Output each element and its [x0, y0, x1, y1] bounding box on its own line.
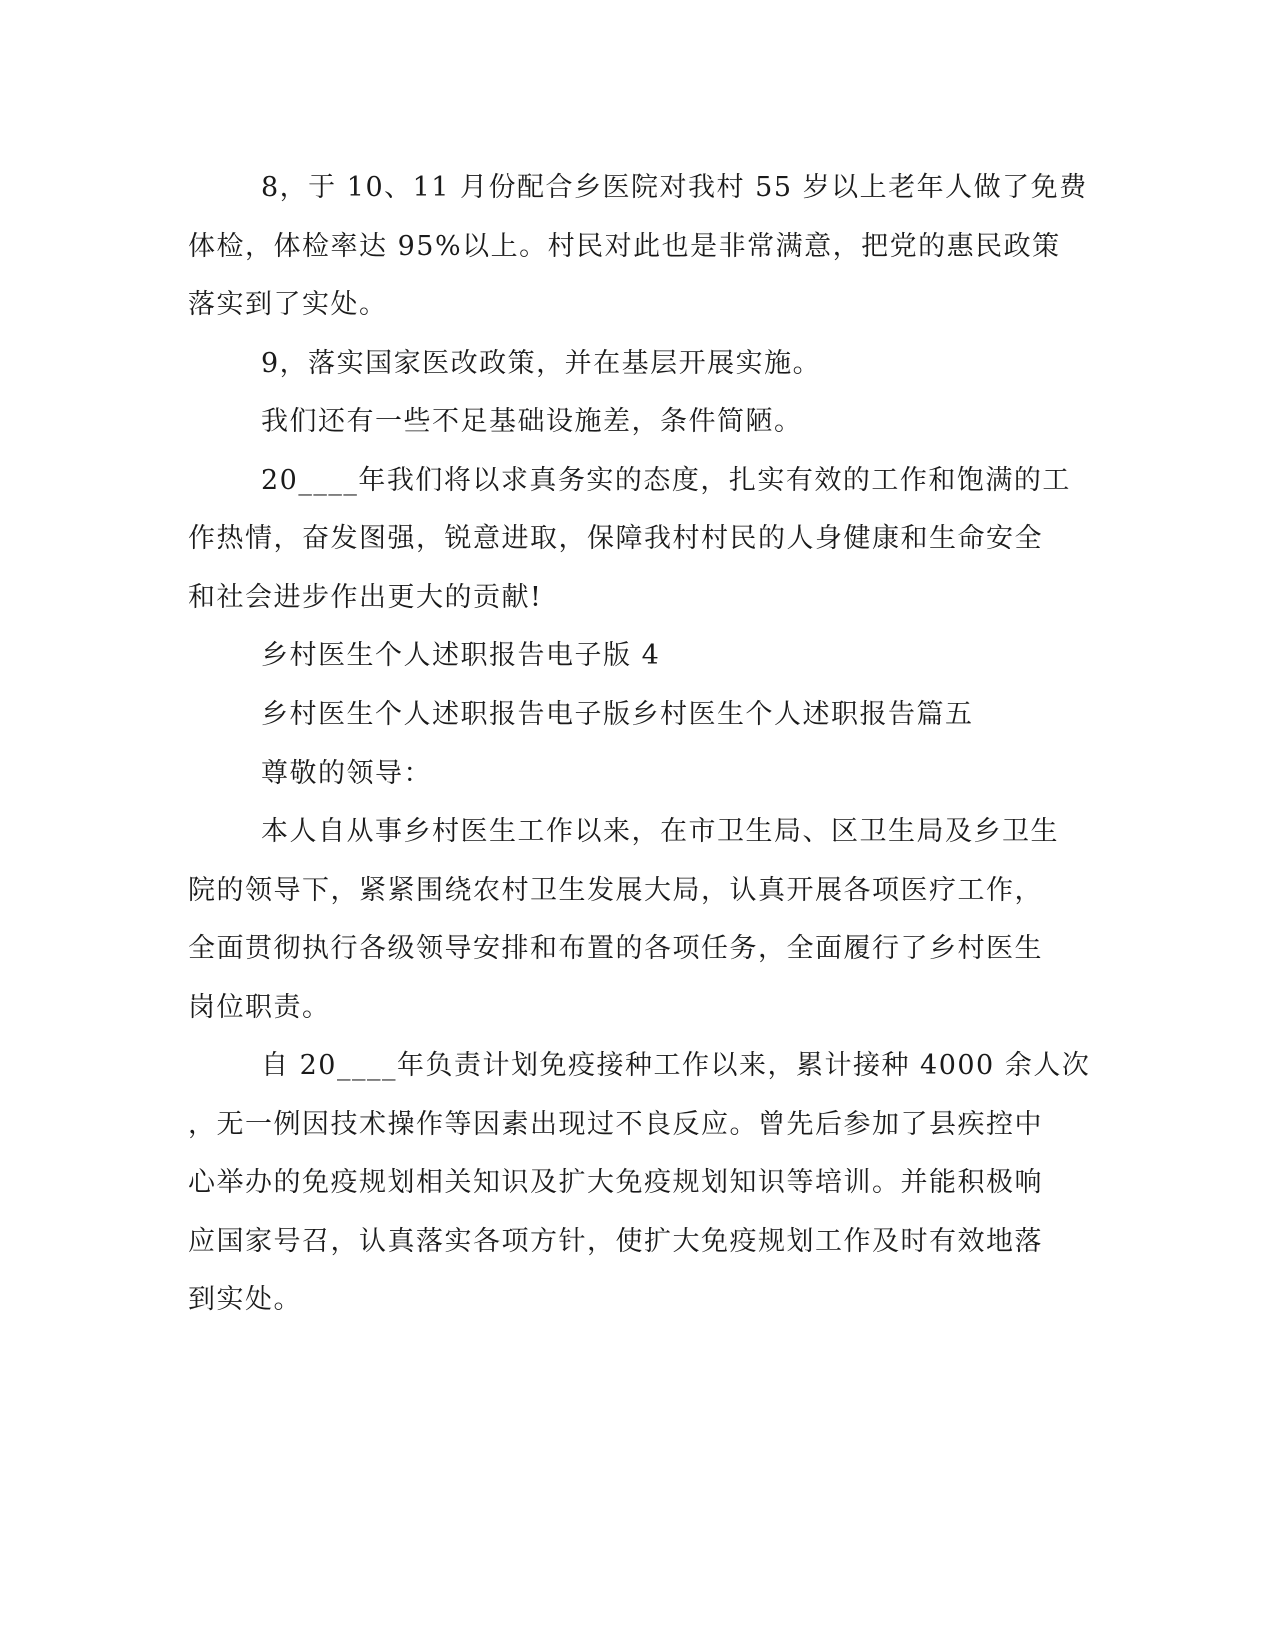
text-line: 自 20____年负责计划免疫接种工作以来，累计接种 4000 余人次 [261, 1050, 1091, 1081]
text-line: 20____年我们将以求真务实的态度，扎实有效的工作和饱满的工 [261, 465, 1071, 496]
section-heading: 乡村医生个人述职报告电子版乡村医生个人述职报告篇五 [261, 699, 974, 730]
text-line: 8，于 10、11 月份配合乡医院对我村 55 岁以上老年人做了免费 [261, 172, 1088, 203]
text-line: ，无一例因技术操作等因素出现过不良反应。曾先后参加了县疾控中 [188, 1109, 1043, 1140]
text-line: 落实到了实处。 [188, 289, 388, 320]
text-line: 全面贯彻执行各级领导安排和布置的各项任务，全面履行了乡村医生 [188, 933, 1043, 964]
text-line: 体检，体检率达 95%以上。村民对此也是非常满意，把党的惠民政策 [188, 231, 1061, 262]
text-line: 和社会进步作出更大的贡献! [188, 582, 543, 613]
text-line: 本人自从事乡村医生工作以来，在市卫生局、区卫生局及乡卫生 [261, 816, 1059, 847]
salutation: 尊敬的领导： [261, 758, 432, 789]
text-line: 9，落实国家医改政策，并在基层开展实施。 [261, 348, 822, 379]
text-line: 院的领导下，紧紧围绕农村卫生发展大局，认真开展各项医疗工作， [188, 875, 1043, 906]
text-line: 心举办的免疫规划相关知识及扩大免疫规划知识等培训。并能积极响 [188, 1167, 1043, 1198]
text-line: 岗位职责。 [188, 992, 331, 1023]
text-line: 我们还有一些不足基础设施差，条件简陋。 [261, 406, 803, 437]
text-line: 到实处。 [188, 1284, 302, 1315]
text-line: 作热情，奋发图强，锐意进取，保障我村村民的人身健康和生命安全 [188, 523, 1043, 554]
section-heading: 乡村医生个人述职报告电子版 4 [261, 640, 661, 671]
text-line: 应国家号召，认真落实各项方针，使扩大免疫规划工作及时有效地落 [188, 1226, 1043, 1257]
